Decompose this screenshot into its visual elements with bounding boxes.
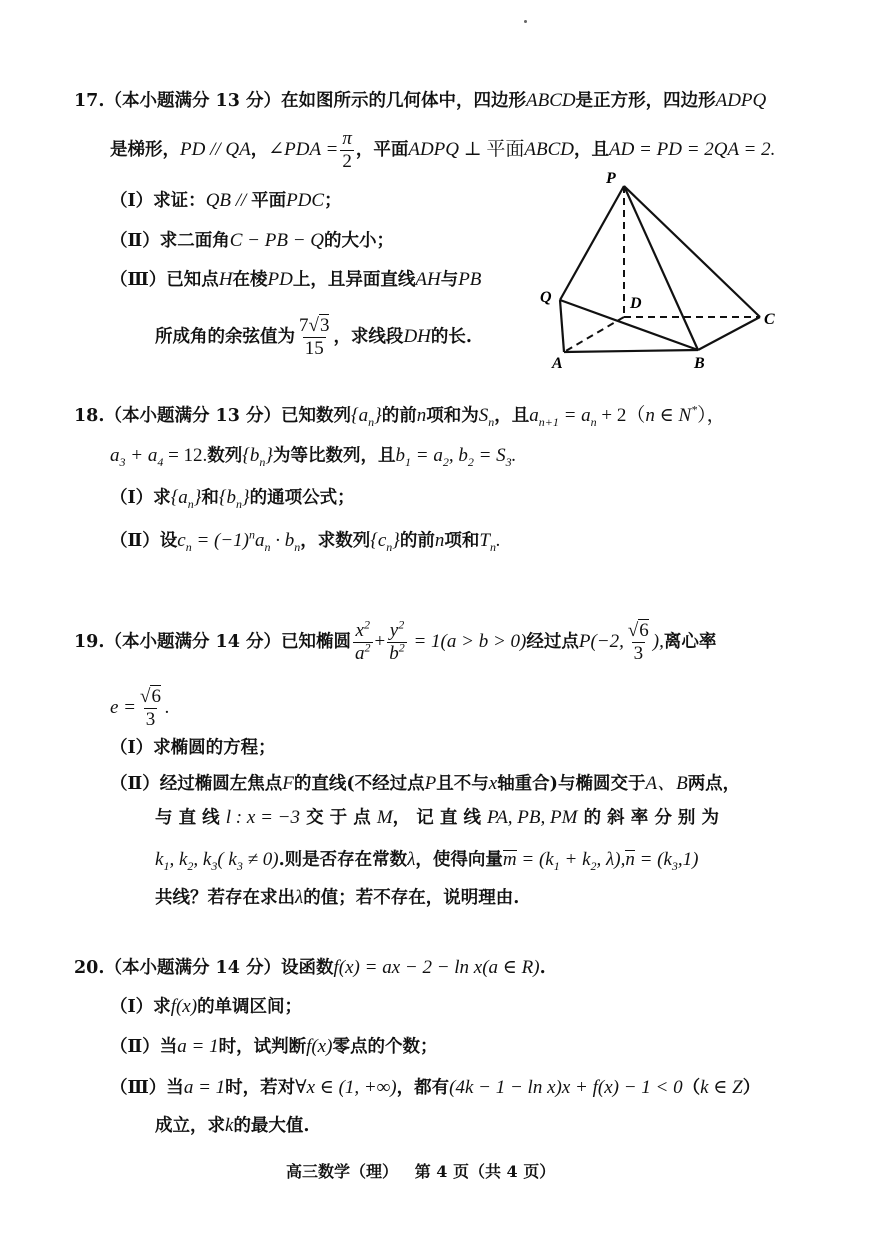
label-Q: Q [540, 289, 552, 306]
edge-DA [564, 317, 624, 352]
problem-20-part-3-cont: 成立，求k的最大值. [155, 1115, 310, 1136]
label-B: B [694, 355, 705, 372]
problem-18-part-2: （Ⅱ）设$c_n = (-1)^na_n \cdot b_n$，求数列$\{c_n\}$的前n项和$T_n$. [110, 527, 501, 554]
geometry-figure [530, 160, 790, 375]
label-C: C [764, 311, 775, 328]
problem-17-part-1: （Ⅰ）求证：QB // 平面PDC； [110, 190, 342, 211]
problem-20-line-1: 20.（本小题满分 14 分）设函数f(x) = ax − 2 − ln x(a ∈ R). [74, 957, 546, 978]
problem-19-line-2: e = $\frac{√6}{3}$ . [110, 686, 170, 730]
problem-19-part-2-line-3: $k_1$, $k_2$, $k_3$( $k_3 \ne 0$).则是否存在常数λ，使得向量$m = (k_1 + k_2$, $\lambda),n = (k_3,1)$ [155, 849, 699, 873]
problem-19-part-2-line-2: 与 直 线 l : x = −3 交 于 点 M， 记 直 线 PA, PB, PM 的 斜 率 分 别 为 [155, 807, 720, 828]
problem-20-part-2: （Ⅱ）当a = 1时，试判断f(x)零点的个数； [110, 1036, 438, 1057]
problem-20-part-3: （Ⅲ）当a = 1时，若对∀x ∈ (1, +∞)，都有(4k − 1 − ln x)x + f(x) − 1 < 0（k ∈ Z） [110, 1077, 761, 1098]
problem-17-part-3: （Ⅲ）已知点H在棱PD上，且异面直线AH与PB [110, 269, 482, 290]
edge-AB [564, 350, 698, 352]
edge-PC [624, 186, 760, 317]
label-A: A [552, 355, 563, 372]
problem-19-part-2: （Ⅱ）经过椭圆左焦点F的直线(不经过点P且不与x轴重合)与椭圆交于A、B两点， [110, 773, 741, 794]
edge-PQ [560, 186, 624, 300]
label-P: P [606, 170, 616, 187]
edge-BC [698, 317, 760, 350]
problem-17-line-1: 17.（本小题满分 13 分）在如图所示的几何体中，四边形ABCD是正方形，四边形ADPQ [74, 90, 767, 111]
problem-17-part-2: （Ⅱ）求二面角C − PB − Q的大小； [110, 230, 394, 251]
problem-17-line-2: 是梯形，PD // QA，∠PDA = $\frac{\pi}{2}$ ，平面ADPQ ⊥ 平面ABCD，且AD = PD = 2QA = 2. [110, 128, 776, 172]
problem-19-line-1: 19.（本小题满分 14 分）已知椭圆 $\frac{x^2}{a^2}$ + $\frac{y^2}{b^2}$ = 1(a > b > 0)经过点P(−2, $\frac{√6}{3}$ ),离心率 [74, 617, 717, 664]
problem-19-part-2-line-4: 共线？若存在求出λ的值；若不存在，说明理由. [155, 887, 520, 908]
edge-QA [560, 300, 564, 352]
problem-17-part-3-cont: 所成角的余弦值为 $\frac{7√3}{15}$ ，求线段DH的长. [155, 315, 472, 359]
page-footer: 高三数学（理） 第 4 页（共 4 页） [286, 1162, 556, 1181]
problem-18-line-2: $a_3 + a_4 = 12$.数列$\{b_n\}$为等比数列，且$b_1 = a_2$, $b_2 = S_3$. [110, 445, 517, 469]
problem-18-part-1: （Ⅰ）求$\{a_n\}$和$\{b_n\}$的通项公式； [110, 487, 355, 511]
problem-20-part-1: （Ⅰ）求f(x)的单调区间； [110, 996, 303, 1017]
edge-PB [624, 186, 698, 350]
scan-speck [524, 20, 527, 23]
problem-18-line-1: 18.（本小题满分 13 分）已知数列$\{a_n\}$的前n项和为$S_n$，且$a_{n+1} = a_n + 2(n$ ∈ N*）， [74, 402, 726, 429]
problem-19-part-1: （Ⅰ）求椭圆的方程； [110, 738, 276, 758]
label-D: D [630, 295, 642, 312]
